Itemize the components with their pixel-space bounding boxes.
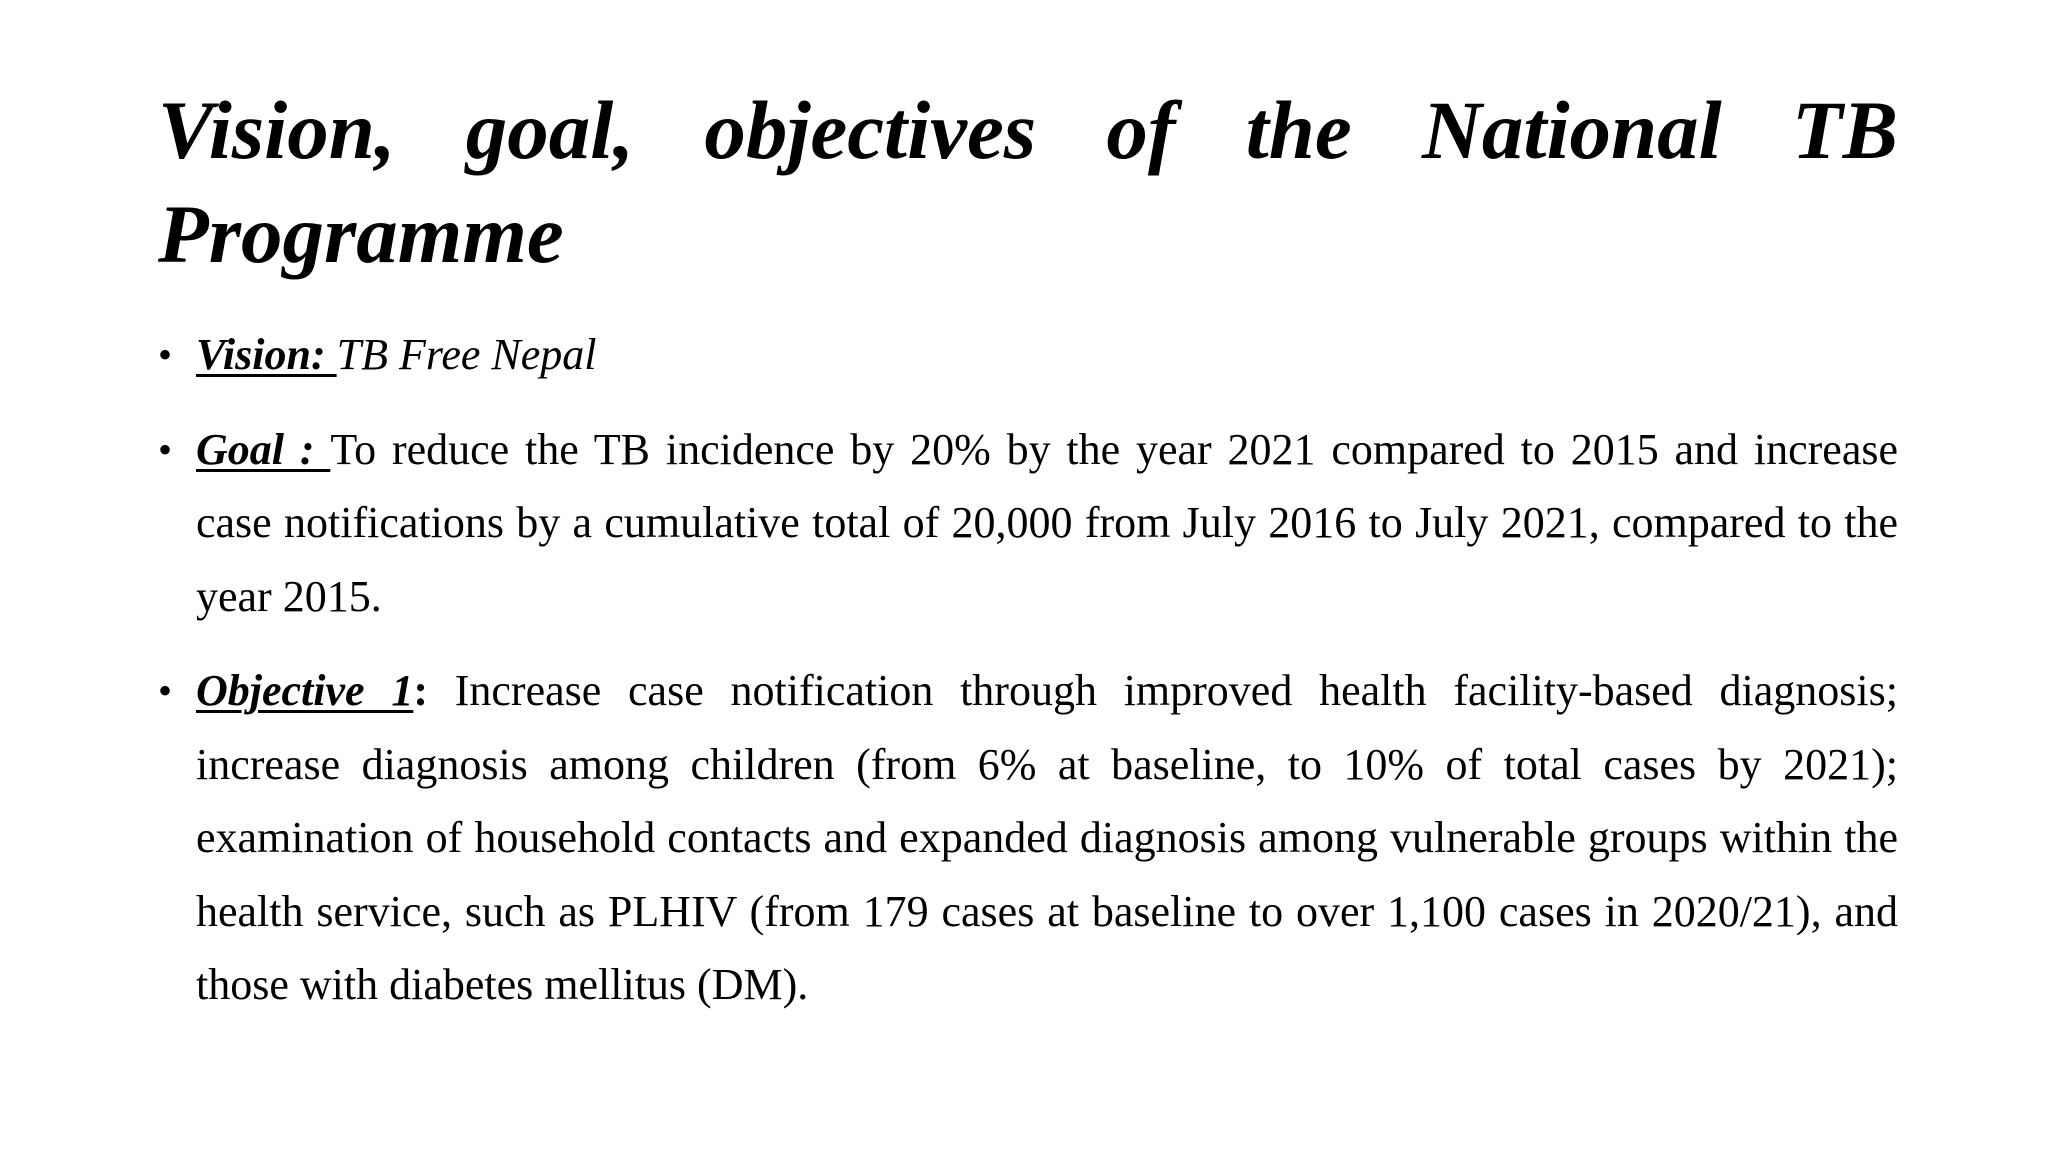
bullet-dot-icon: •: [158, 332, 173, 377]
goal-text: To reduce the TB incidence by 20% by the year 2021 compared to 2015 and increase case notifications by a cumulative total of 20,000 from July 2016 to July 2021, compared to the year 2015.: [196, 424, 1898, 621]
vision-label: Vision:: [196, 330, 337, 379]
slide-title-line-1: Vision, goal, objectives of the National TB: [158, 84, 1898, 176]
slide-title-line-2: Programme: [158, 188, 564, 280]
bullet-dot-icon: •: [158, 668, 173, 713]
bullet-goal: [158, 413, 1898, 634]
goal-label: Goal :: [196, 424, 331, 474]
bullet-dot-icon: •: [158, 426, 173, 472]
slide-title: [158, 78, 1898, 286]
bullet-list: [158, 318, 1898, 1043]
bullet-objective-1: [158, 654, 1898, 1022]
vision-text: TB Free Nepal: [336, 330, 597, 379]
objective-1-text: Increase case notification through improved health facility-based diagnosis; increase diagnosis among children (from 6% at baseline, to 10% of total cases by 2021); examination of household contacts and expanded diagnosis among vulnerable groups within the health service, such as PLHIV (from 179 cases at baseline to over 1,100 cases in 2020/21), and those with diabetes mellitus (DM).: [196, 666, 1898, 1009]
objective-1-separator: :: [413, 666, 428, 715]
objective-1-label: Objective 1: [196, 666, 414, 715]
bullet-vision: [158, 318, 1898, 392]
